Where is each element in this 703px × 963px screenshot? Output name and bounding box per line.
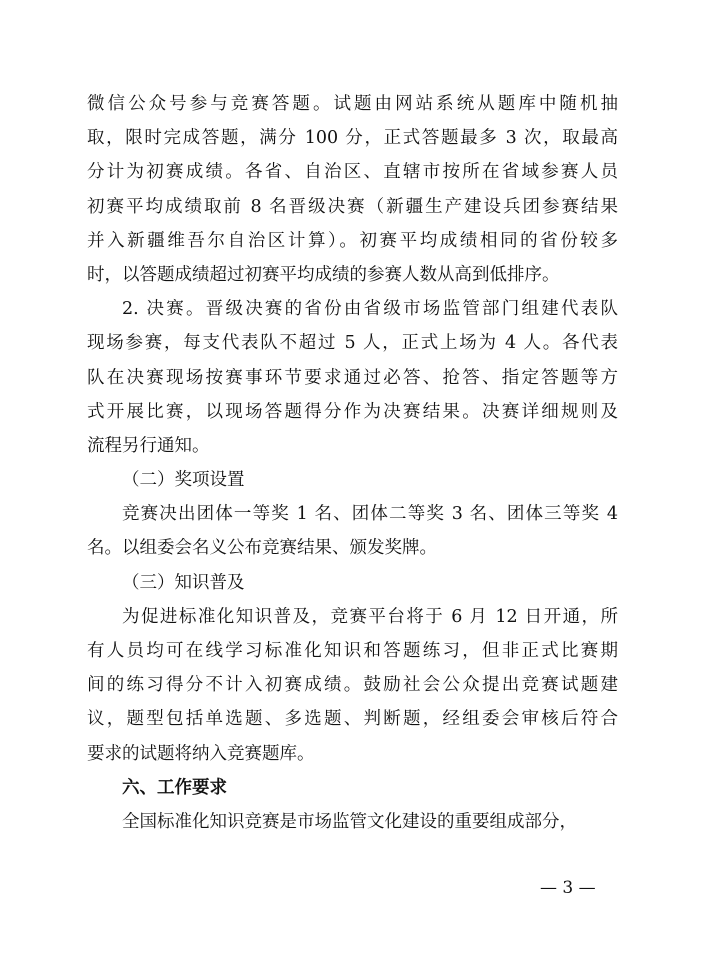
page-number: — 3 — (540, 878, 596, 898)
body-text (87, 87, 618, 839)
text-line: 队在决赛现场按赛事环节要求通过必答、抢答、指定答题等方 (87, 367, 618, 388)
text-line: 流程另行通知。 (87, 435, 210, 456)
text-line: 并入新疆维吾尔自治区计算）。初赛平均成绩相同的省份较多 (87, 230, 618, 251)
text-line: 微信公众号参与竞赛答题。试题由网站系统从题库中随机抽 (87, 94, 618, 114)
text-line: 竞赛决出团体一等奖 1 名、团体二等奖 3 名、团体三等奖 4 (122, 504, 618, 525)
text-line: 议，题型包括单选题、多选题、判断题，经组委会审核后符合 (87, 709, 618, 730)
text-line: 初赛平均成绩取前 8 名晋级决赛（新疆生产建设兵团参赛结果 (87, 196, 618, 217)
text-line: 有人员均可在线学习标准化知识和答题练习，但非正式比赛期 (87, 641, 618, 661)
text-line: 2. 决赛。晋级决赛的省份由省级市场监管部门组建代表队 (122, 299, 618, 320)
text-line: 现场参赛，每支代表队不超过 5 人，正式上场为 4 人。各代表 (87, 333, 618, 354)
subheading-knowledge: （三）知识普及 (122, 572, 245, 593)
text-line: 名。以组委会名义公布竞赛结果、颁发奖牌。 (87, 538, 437, 559)
text-line: 全国标准化知识竞赛是市场监管文化建设的重要组成部分， (122, 811, 577, 832)
text-line: 式开展比赛，以现场答题得分作为决赛结果。决赛详细规则及 (87, 401, 618, 422)
text-line: 取，限时完成答题，满分 100 分，正式答题最多 3 次，取最高 (87, 128, 618, 149)
subheading-awards: （二）奖项设置 (122, 470, 245, 491)
text-line: 为促进标准化知识普及，竞赛平台将于 6 月 12 日开通，所 (122, 606, 618, 627)
text-line: 时，以答题成绩超过初赛平均成绩的参赛人数从高到低排序。 (87, 264, 560, 285)
text-line: 间的练习得分不计入初赛成绩。鼓励社会公众提出竞赛试题建 (87, 675, 618, 696)
section-heading-work-requirements: 六、工作要求 (122, 777, 227, 798)
text-line: 要求的试题将纳入竞赛题库。 (87, 743, 315, 764)
text-line: 分计为初赛成绩。各省、自治区、直辖市按所在省域参赛人员 (87, 162, 618, 183)
